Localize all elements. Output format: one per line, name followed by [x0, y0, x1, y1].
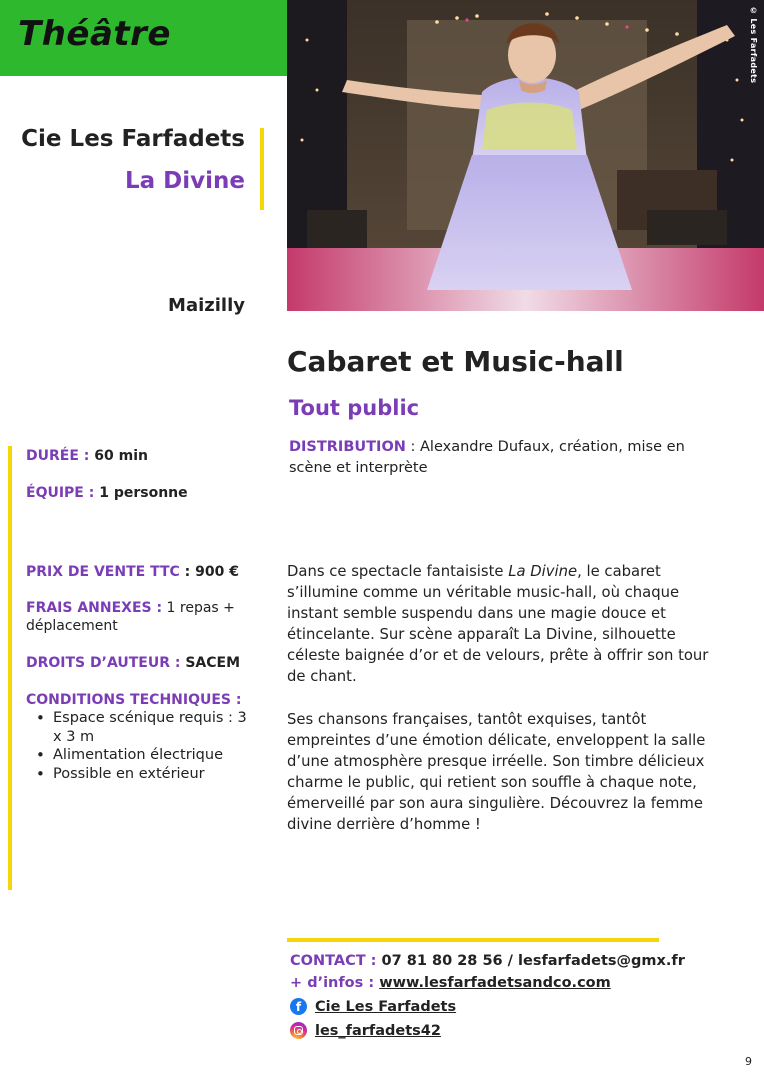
show-genre-heading: Cabaret et Music-hall: [287, 345, 624, 378]
distribution-label: DISTRIBUTION: [289, 439, 406, 455]
website-label: + d’infos :: [290, 975, 375, 991]
title-accent-bar: [260, 128, 264, 210]
website-link[interactable]: www.lesfarfadetsandco.com: [379, 975, 611, 991]
spec-price: [26, 563, 239, 581]
facebook-icon: f: [290, 998, 307, 1015]
spec-price-label: PRIX DE VENTE TTC: [26, 564, 180, 580]
contact-label: CONTACT :: [290, 953, 377, 969]
contact-accent-bar: [287, 938, 659, 942]
instagram-label: les_farfadets42: [315, 1022, 441, 1039]
description-italic-title: La Divine: [508, 563, 578, 580]
spec-team: [26, 484, 188, 502]
spec-duration: [26, 447, 148, 465]
spec-fees-label: FRAIS ANNEXES :: [26, 600, 163, 616]
spec-fees: [26, 599, 266, 635]
spec-rights-label: DROITS D’AUTEUR :: [26, 655, 181, 671]
spec-duration-value: 60 min: [89, 448, 148, 464]
spec-team-label: ÉQUIPE :: [26, 485, 95, 501]
spec-duration-label: DURÉE :: [26, 448, 90, 464]
distribution: [289, 437, 729, 479]
list-item: • Possible en extérieur: [36, 765, 256, 784]
description-paragraph-2: Ses chansons françaises, tantôt exquises, tantôt empreintes d’une émotion délicate, enveloppent la salle d’une atmosphère presque irréelle. Son timbre délicieux charme le public, qui retient son souffle à chaque note, émerveillé par son aura singulière. Découvrez la femme divine derrière d’homme !: [287, 711, 706, 833]
description-paragraph-1: [287, 561, 727, 687]
website-line: [290, 975, 611, 991]
conditions-list: [36, 709, 256, 783]
list-item: • Alimentation électrique: [36, 746, 256, 765]
contact-value: 07 81 80 28 56 / lesfarfadets@gmx.fr: [376, 953, 685, 969]
spec-team-value: 1 personne: [94, 485, 188, 501]
spec-rights-value: SACEM: [180, 655, 241, 671]
spec-price-value: : 900 €: [179, 564, 239, 580]
facebook-link[interactable]: [290, 998, 456, 1015]
specs-accent-bar: [8, 446, 12, 890]
genre-banner: [0, 0, 287, 76]
distribution-text: : Alexandre Dufaux, création, mise en scène et interprète: [289, 439, 685, 476]
company-name: Cie Les Farfadets: [21, 126, 245, 152]
instagram-icon: [290, 1022, 307, 1039]
audience-label: Tout public: [289, 396, 420, 420]
spec-conditions: [26, 691, 241, 709]
spec-conditions-label: CONDITIONS TECHNIQUES :: [26, 692, 242, 708]
performer-photo: [287, 0, 764, 311]
photo-credit: © Les Farfadets: [749, 6, 758, 84]
performer-photo-illustration: [287, 0, 764, 311]
list-item: • Espace scénique requis : 3 x 3 m: [36, 709, 256, 746]
description-text: Dans ce spectacle fantaisiste: [287, 563, 509, 580]
genre-label: Théâtre: [18, 14, 171, 54]
facebook-label: Cie Les Farfadets: [315, 998, 457, 1015]
location: Maizilly: [168, 295, 245, 316]
page-number: 9: [745, 1055, 752, 1068]
show-title: La Divine: [124, 168, 245, 194]
spec-fees-value: 1 repas + déplacement: [26, 600, 235, 634]
instagram-link[interactable]: [290, 1022, 441, 1039]
contact-line: [290, 953, 685, 969]
spec-rights: [26, 654, 240, 672]
description-text: , le cabaret s’illumine comme un véritable music-hall, où chaque instant semble suspendu dans une magie douce et étincelante. Sur scène apparaît La Divine, silhouette céleste baignée d’or et de velours, prête à offrir son tour de chant.: [287, 563, 709, 685]
